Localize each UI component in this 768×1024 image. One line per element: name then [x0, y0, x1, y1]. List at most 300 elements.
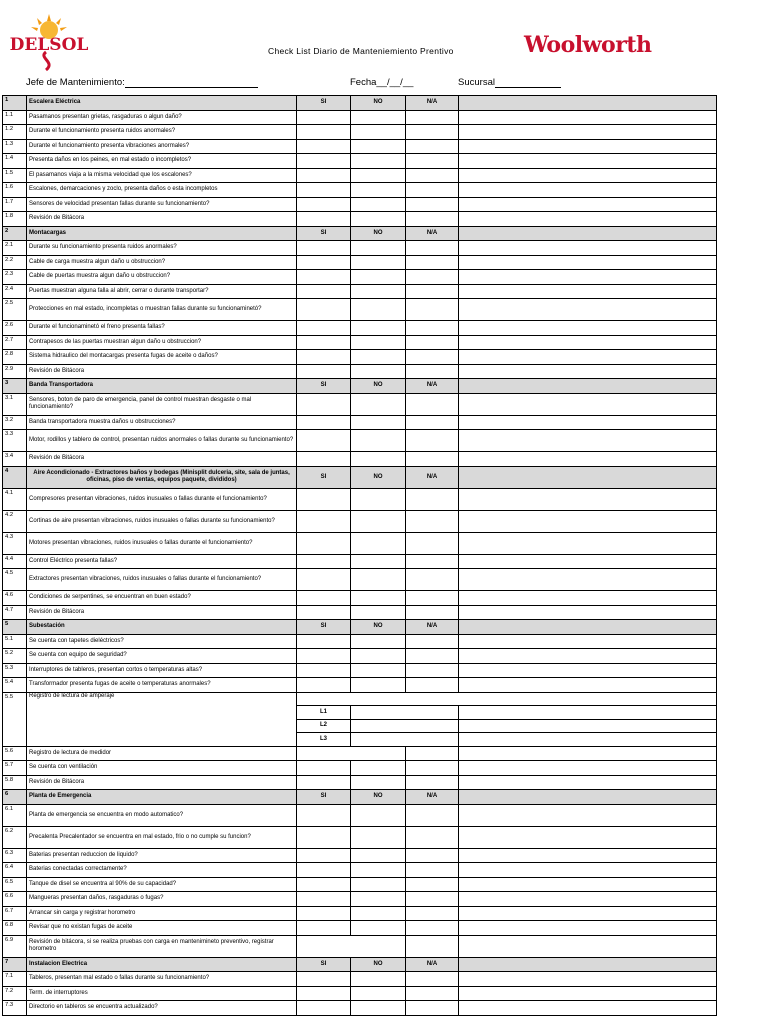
answer-si-cell[interactable]: [297, 634, 351, 649]
checklist-row: [3, 663, 717, 678]
answer-na-cell[interactable]: [406, 649, 459, 664]
answer-si-cell[interactable]: [297, 321, 351, 336]
item-number: 4.4: [3, 554, 27, 569]
answer-si-cell[interactable]: [297, 154, 351, 169]
notes-cell[interactable]: [459, 197, 717, 212]
section-number: 1: [3, 96, 27, 111]
answer-si-cell[interactable]: [297, 569, 351, 591]
answer-no-cell[interactable]: [351, 863, 406, 878]
section-header-row: [3, 620, 717, 635]
answer-no-cell[interactable]: [351, 488, 406, 510]
answer-na-cell[interactable]: [406, 605, 459, 620]
answer-no-cell[interactable]: [351, 255, 406, 270]
amperage-line-label: L2: [297, 719, 351, 733]
col-na-header: N/A: [406, 957, 459, 972]
notes-cell[interactable]: [459, 350, 717, 365]
answer-si-cell[interactable]: [297, 804, 351, 826]
answer-no-cell[interactable]: [351, 591, 406, 606]
answer-no-cell[interactable]: [351, 393, 406, 415]
sucursal-label: Sucursal: [458, 77, 495, 88]
notes-cell[interactable]: [459, 634, 717, 649]
answer-si-cell[interactable]: [297, 848, 351, 863]
notes-cell[interactable]: [459, 241, 717, 256]
answer-na-cell[interactable]: [406, 350, 459, 365]
item-number: 4.2: [3, 510, 27, 532]
checklist-row: [3, 921, 717, 936]
answer-na-cell[interactable]: [406, 775, 459, 790]
answer-no-cell[interactable]: [351, 605, 406, 620]
answer-na-cell[interactable]: [406, 906, 459, 921]
item-description: Revisión de Bitácora: [27, 364, 297, 379]
item-number: 6.6: [3, 892, 27, 907]
notes-cell[interactable]: [459, 848, 717, 863]
amperage-header-cell: [297, 692, 717, 706]
answer-na-cell[interactable]: [406, 634, 459, 649]
checklist-row: [3, 212, 717, 227]
answer-na-cell[interactable]: [406, 430, 459, 452]
answer-si-cell[interactable]: [297, 510, 351, 532]
notes-cell[interactable]: [459, 364, 717, 379]
answer-si-cell[interactable]: [297, 663, 351, 678]
col-si-header: SI: [297, 96, 351, 111]
notes-cell[interactable]: [459, 746, 717, 761]
answer-na-cell[interactable]: [406, 863, 459, 878]
answer-na-cell[interactable]: [406, 241, 459, 256]
answer-no-cell[interactable]: [351, 154, 406, 169]
notes-cell[interactable]: [459, 452, 717, 467]
answer-na-cell[interactable]: [406, 183, 459, 198]
jefe-blank[interactable]: [125, 78, 258, 88]
notes-cell[interactable]: [459, 284, 717, 299]
notes-cell[interactable]: [459, 393, 717, 415]
item-description: Mangueras presentan daños, rasgaduras o fugas?: [27, 892, 297, 907]
answer-na-cell[interactable]: [406, 532, 459, 554]
checklist-row: [3, 591, 717, 606]
answer-na-cell[interactable]: [406, 197, 459, 212]
answer-si-cell[interactable]: [297, 488, 351, 510]
item-number: 6.9: [3, 935, 27, 957]
answer-si-cell[interactable]: [297, 1001, 351, 1016]
answer-no-cell[interactable]: [351, 532, 406, 554]
item-description: El pasamanos viaja a la misma velocidad que los escalones?: [27, 168, 297, 183]
notes-cell[interactable]: [459, 986, 717, 1001]
answer-no-cell[interactable]: [351, 284, 406, 299]
answer-na-cell[interactable]: [406, 663, 459, 678]
amperage-notes-cell[interactable]: [459, 706, 717, 720]
notes-cell[interactable]: [459, 255, 717, 270]
answer-si-cell[interactable]: [297, 591, 351, 606]
notes-cell[interactable]: [459, 299, 717, 321]
notes-cell[interactable]: [459, 154, 717, 169]
answer-no-cell[interactable]: [351, 335, 406, 350]
item-number: 7.2: [3, 986, 27, 1001]
answer-si-cell[interactable]: [297, 921, 351, 936]
notes-cell[interactable]: [459, 826, 717, 848]
answer-si-cell[interactable]: [297, 139, 351, 154]
answer-no-cell[interactable]: [351, 364, 406, 379]
amperage-line-label: L1: [297, 706, 351, 720]
item-description: Registro de lectura de amperaje: [27, 692, 297, 746]
answer-na-cell[interactable]: [406, 1001, 459, 1016]
checklist-row: [3, 569, 717, 591]
checklist-row: [3, 986, 717, 1001]
answer-si-cell[interactable]: [297, 183, 351, 198]
checklist-row: [3, 634, 717, 649]
answer-na-cell[interactable]: [406, 452, 459, 467]
answer-na-cell[interactable]: [406, 321, 459, 336]
answer-si-cell[interactable]: [297, 761, 351, 776]
answer-na-cell[interactable]: [406, 212, 459, 227]
col-na-header: N/A: [406, 790, 459, 805]
item-description: Motor, rodillos y tablero de control, presentan ruidos anormales o fallas durante su funcionamiento?: [27, 430, 297, 452]
item-description: Tableros, presentan mal estado o fallas durante su funcionamiento?: [27, 972, 297, 987]
section-number: 6: [3, 790, 27, 805]
checklist-row: [3, 554, 717, 569]
answer-no-cell[interactable]: [351, 848, 406, 863]
answer-no-cell[interactable]: [351, 972, 406, 987]
answer-no-cell[interactable]: [351, 554, 406, 569]
notes-cell[interactable]: [459, 554, 717, 569]
answer-no-cell[interactable]: [351, 270, 406, 285]
answer-na-cell[interactable]: [406, 255, 459, 270]
checklist-row: [3, 488, 717, 510]
notes-cell[interactable]: [459, 532, 717, 554]
item-number: 3.3: [3, 430, 27, 452]
answer-si-cell[interactable]: [297, 197, 351, 212]
answer-no-cell[interactable]: [351, 452, 406, 467]
merged-answer-cell[interactable]: [297, 935, 406, 957]
checklist-row: [3, 299, 717, 321]
fecha-field[interactable]: [350, 77, 413, 88]
answer-na-cell[interactable]: [406, 364, 459, 379]
answer-na-cell[interactable]: [406, 935, 459, 957]
answer-na-cell[interactable]: [406, 110, 459, 125]
answer-si-cell[interactable]: [297, 972, 351, 987]
item-number: 6.4: [3, 863, 27, 878]
col-na-header: N/A: [406, 466, 459, 488]
answer-na-cell[interactable]: [406, 678, 459, 693]
answer-no-cell[interactable]: [351, 183, 406, 198]
item-number: 4.5: [3, 569, 27, 591]
answer-na-cell[interactable]: [406, 746, 459, 761]
item-number: 2.2: [3, 255, 27, 270]
amperage-value-cell[interactable]: [351, 719, 459, 733]
answer-na-cell[interactable]: [406, 125, 459, 140]
answer-si-cell[interactable]: [297, 605, 351, 620]
item-description: Cable de puertas muestra algun daño u obstruccion?: [27, 270, 297, 285]
col-na-header: N/A: [406, 96, 459, 111]
answer-si-cell[interactable]: [297, 335, 351, 350]
notes-cell[interactable]: [459, 605, 717, 620]
answer-na-cell[interactable]: [406, 569, 459, 591]
answer-no-cell[interactable]: [351, 139, 406, 154]
answer-na-cell[interactable]: [406, 986, 459, 1001]
answer-si-cell[interactable]: [297, 299, 351, 321]
answer-na-cell[interactable]: [406, 761, 459, 776]
col-no-header: NO: [351, 226, 406, 241]
answer-no-cell[interactable]: [351, 663, 406, 678]
answer-no-cell[interactable]: [351, 877, 406, 892]
item-description: Revisar que no existan fugas de aceite: [27, 921, 297, 936]
jefe-label: Jefe de Mantenimiento:: [26, 77, 125, 88]
amperage-line-label: L3: [297, 733, 351, 747]
answer-si-cell[interactable]: [297, 986, 351, 1001]
checklist-row: [3, 321, 717, 336]
item-number: 5.7: [3, 761, 27, 776]
delsol-logo-text: DELSOL: [9, 35, 89, 55]
checklist-row: [3, 255, 717, 270]
notes-cell[interactable]: [459, 183, 717, 198]
answer-si-cell[interactable]: [297, 892, 351, 907]
checklist-row: [3, 892, 717, 907]
notes-cell[interactable]: [459, 139, 717, 154]
answer-si-cell[interactable]: [297, 678, 351, 693]
answer-no-cell[interactable]: [351, 569, 406, 591]
checklist-row: [3, 678, 717, 693]
notes-cell[interactable]: [459, 168, 717, 183]
answer-no-cell[interactable]: [351, 892, 406, 907]
answer-si-cell[interactable]: [297, 125, 351, 140]
section-header-row: [3, 790, 717, 805]
notes-cell[interactable]: [459, 270, 717, 285]
answer-si-cell[interactable]: [297, 350, 351, 365]
answer-si-cell[interactable]: [297, 877, 351, 892]
item-description: Planta de emergencia se encuentra en modo automatico?: [27, 804, 297, 826]
section-title: Planta de Emergencia: [27, 790, 297, 805]
answer-si-cell[interactable]: [297, 284, 351, 299]
notes-cell[interactable]: [459, 415, 717, 430]
amperage-notes-cell[interactable]: [459, 733, 717, 747]
item-number: 7.3: [3, 1001, 27, 1016]
col-no-header: NO: [351, 620, 406, 635]
item-description: Revisión de Bitácora: [27, 775, 297, 790]
answer-no-cell[interactable]: [351, 110, 406, 125]
notes-cell[interactable]: [459, 430, 717, 452]
answer-na-cell[interactable]: [406, 826, 459, 848]
answer-na-cell[interactable]: [406, 921, 459, 936]
answer-si-cell[interactable]: [297, 241, 351, 256]
item-number: 2.8: [3, 350, 27, 365]
answer-si-cell[interactable]: [297, 826, 351, 848]
answer-no-cell[interactable]: [351, 678, 406, 693]
item-number: 5.6: [3, 746, 27, 761]
checklist-row: [3, 532, 717, 554]
answer-na-cell[interactable]: [406, 270, 459, 285]
answer-no-cell[interactable]: [351, 775, 406, 790]
answer-na-cell[interactable]: [406, 393, 459, 415]
answer-no-cell[interactable]: [351, 986, 406, 1001]
item-number: 2.5: [3, 299, 27, 321]
section-title: Instalacion Electrica: [27, 957, 297, 972]
section-notes-cell: [459, 957, 717, 972]
answer-no-cell[interactable]: [351, 1001, 406, 1016]
notes-cell[interactable]: [459, 321, 717, 336]
answer-si-cell[interactable]: [297, 532, 351, 554]
checklist-row: [3, 393, 717, 415]
section-number: 4: [3, 466, 27, 488]
answer-no-cell[interactable]: [351, 212, 406, 227]
answer-si-cell[interactable]: [297, 430, 351, 452]
item-description: Banda transportadora muestra daños u obstrucciones?: [27, 415, 297, 430]
answer-no-cell[interactable]: [351, 430, 406, 452]
notes-cell[interactable]: [459, 488, 717, 510]
item-number: 7.1: [3, 972, 27, 987]
item-description: Arrancar sin carga y registrar horometro: [27, 906, 297, 921]
answer-no-cell[interactable]: [351, 649, 406, 664]
answer-na-cell[interactable]: [406, 335, 459, 350]
section-number: 7: [3, 957, 27, 972]
item-description: Tanque de disel se encuentra al 90% de su capacidad?: [27, 877, 297, 892]
section-title: Subestación: [27, 620, 297, 635]
col-na-header: N/A: [406, 226, 459, 241]
notes-cell[interactable]: [459, 892, 717, 907]
answer-si-cell[interactable]: [297, 364, 351, 379]
answer-na-cell[interactable]: [406, 804, 459, 826]
checklist-row: [3, 1001, 717, 1016]
checklist-row: [3, 110, 717, 125]
notes-cell[interactable]: [459, 569, 717, 591]
notes-cell[interactable]: [459, 663, 717, 678]
item-number: 1.4: [3, 154, 27, 169]
item-description: Presenta daños en los peines, en mal estado o incompletos?: [27, 154, 297, 169]
fecha-label: Fecha__/__/__: [350, 77, 414, 88]
col-si-header: SI: [297, 466, 351, 488]
answer-na-cell[interactable]: [406, 848, 459, 863]
checklist-row: [3, 139, 717, 154]
answer-si-cell[interactable]: [297, 168, 351, 183]
item-number: 3.1: [3, 393, 27, 415]
answer-no-cell[interactable]: [351, 125, 406, 140]
checklist-row: [3, 649, 717, 664]
item-description: Sensores de velocidad presentan fallas durante su funcionamiento?: [27, 197, 297, 212]
answer-si-cell[interactable]: [297, 393, 351, 415]
notes-cell[interactable]: [459, 804, 717, 826]
notes-cell[interactable]: [459, 972, 717, 987]
answer-no-cell[interactable]: [351, 906, 406, 921]
answer-no-cell[interactable]: [351, 510, 406, 532]
answer-no-cell[interactable]: [351, 826, 406, 848]
section-title: Montacargas: [27, 226, 297, 241]
answer-na-cell[interactable]: [406, 877, 459, 892]
notes-cell[interactable]: [459, 335, 717, 350]
answer-si-cell[interactable]: [297, 270, 351, 285]
item-number: 2.3: [3, 270, 27, 285]
answer-si-cell[interactable]: [297, 649, 351, 664]
section-header-row: [3, 379, 717, 394]
answer-no-cell[interactable]: [351, 350, 406, 365]
answer-no-cell[interactable]: [351, 415, 406, 430]
notes-cell[interactable]: [459, 775, 717, 790]
checklist-row: [3, 183, 717, 198]
answer-si-cell[interactable]: [297, 863, 351, 878]
notes-cell[interactable]: [459, 510, 717, 532]
answer-si-cell[interactable]: [297, 554, 351, 569]
section-notes-cell: [459, 620, 717, 635]
checklist-row: [3, 972, 717, 987]
answer-na-cell[interactable]: [406, 415, 459, 430]
answer-si-cell[interactable]: [297, 110, 351, 125]
col-no-header: NO: [351, 96, 406, 111]
answer-no-cell[interactable]: [351, 634, 406, 649]
notes-cell[interactable]: [459, 649, 717, 664]
sucursal-blank[interactable]: [495, 78, 561, 88]
notes-cell[interactable]: [459, 877, 717, 892]
item-number: 5.4: [3, 678, 27, 693]
section-number: 2: [3, 226, 27, 241]
notes-cell[interactable]: [459, 761, 717, 776]
answer-na-cell[interactable]: [406, 154, 459, 169]
answer-no-cell[interactable]: [351, 921, 406, 936]
answer-na-cell[interactable]: [406, 168, 459, 183]
amperage-value-cell[interactable]: [351, 733, 459, 747]
answer-na-cell[interactable]: [406, 488, 459, 510]
notes-cell[interactable]: [459, 906, 717, 921]
item-description: Control Eléctrico presenta fallas?: [27, 554, 297, 569]
answer-na-cell[interactable]: [406, 299, 459, 321]
answer-no-cell[interactable]: [351, 197, 406, 212]
answer-no-cell[interactable]: [351, 299, 406, 321]
notes-cell[interactable]: [459, 591, 717, 606]
item-number: 2.7: [3, 335, 27, 350]
notes-cell[interactable]: [459, 678, 717, 693]
answer-no-cell[interactable]: [351, 761, 406, 776]
answer-na-cell[interactable]: [406, 284, 459, 299]
notes-cell[interactable]: [459, 1001, 717, 1016]
notes-cell[interactable]: [459, 921, 717, 936]
answer-na-cell[interactable]: [406, 554, 459, 569]
sucursal-field[interactable]: [458, 77, 561, 88]
answer-na-cell[interactable]: [406, 972, 459, 987]
checklist-row: [3, 877, 717, 892]
answer-si-cell[interactable]: [297, 775, 351, 790]
answer-no-cell[interactable]: [351, 168, 406, 183]
section-notes-cell: [459, 226, 717, 241]
item-description: Se cuenta con equipo de seguridad?: [27, 649, 297, 664]
amperage-notes-cell[interactable]: [459, 719, 717, 733]
answer-no-cell[interactable]: [351, 241, 406, 256]
answer-si-cell[interactable]: [297, 906, 351, 921]
item-description: Revisión de Bitácora: [27, 452, 297, 467]
answer-na-cell[interactable]: [406, 591, 459, 606]
notes-cell[interactable]: [459, 212, 717, 227]
item-number: 2.9: [3, 364, 27, 379]
answer-si-cell[interactable]: [297, 415, 351, 430]
checklist-row: [3, 364, 717, 379]
merged-answer-cell[interactable]: [297, 746, 406, 761]
col-si-header: SI: [297, 957, 351, 972]
answer-si-cell[interactable]: [297, 212, 351, 227]
item-description: Sensores, boton de paro de emergencia, panel de control muestran desgaste o mal funcionamiento?: [27, 393, 297, 415]
checklist-row: [3, 863, 717, 878]
notes-cell[interactable]: [459, 125, 717, 140]
checklist-row: [3, 804, 717, 826]
answer-na-cell[interactable]: [406, 139, 459, 154]
jefe-field[interactable]: [26, 77, 258, 88]
answer-na-cell[interactable]: [406, 892, 459, 907]
notes-cell[interactable]: [459, 935, 717, 957]
section-notes-cell: [459, 379, 717, 394]
answer-si-cell[interactable]: [297, 255, 351, 270]
answer-na-cell[interactable]: [406, 510, 459, 532]
answer-no-cell[interactable]: [351, 321, 406, 336]
checklist-row: [3, 692, 717, 706]
notes-cell[interactable]: [459, 863, 717, 878]
item-description: Revisión de bitácora, si se realiza pruebas con carga en mantenimineto preventivo, registrar horometro: [27, 935, 297, 957]
amperage-value-cell[interactable]: [351, 706, 459, 720]
answer-si-cell[interactable]: [297, 452, 351, 467]
answer-no-cell[interactable]: [351, 804, 406, 826]
notes-cell[interactable]: [459, 110, 717, 125]
